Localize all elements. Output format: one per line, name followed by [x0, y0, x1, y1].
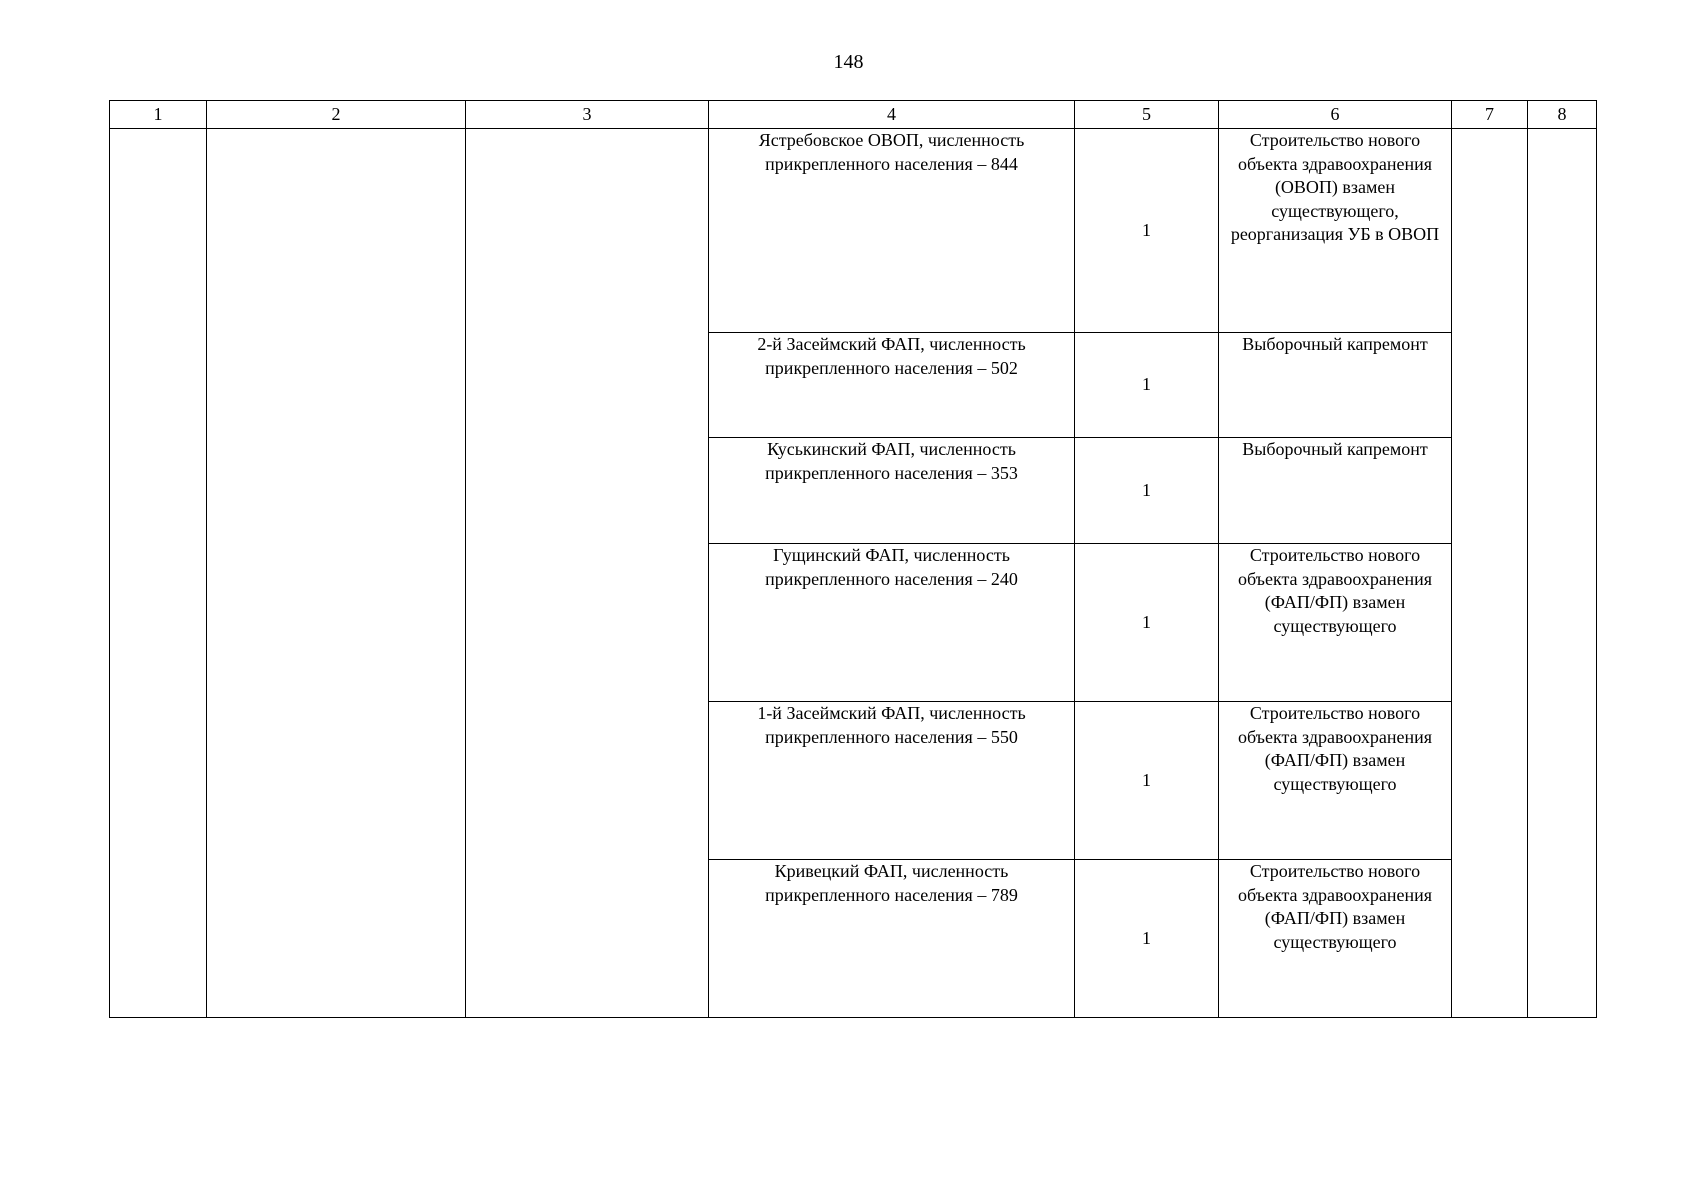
header-cell: 7	[1452, 101, 1528, 129]
header-cell: 4	[709, 101, 1075, 129]
measure-cell: Строительство нового объекта здравоохранения (ФАП/ФП) взамен существующего	[1219, 544, 1452, 702]
header-cell: 1	[110, 101, 207, 129]
merged-empty-cell-col3	[466, 129, 709, 1018]
table-row	[110, 129, 1597, 333]
quantity-cell: 1	[1075, 333, 1219, 438]
facility-cell: Кривецкий ФАП, численность прикрепленного населения – 789	[709, 860, 1075, 1018]
table-header-row	[110, 101, 1597, 129]
header-cell: 2	[207, 101, 466, 129]
measure-cell: Строительство нового объекта здравоохранения (ФАП/ФП) взамен существующего	[1219, 860, 1452, 1018]
measure-cell: Выборочный капремонт	[1219, 438, 1452, 544]
measure-cell: Выборочный капремонт	[1219, 333, 1452, 438]
quantity-cell: 1	[1075, 860, 1219, 1018]
facility-cell: 1-й Засеймский ФАП, численность прикрепленного населения – 550	[709, 702, 1075, 860]
data-table	[109, 100, 1597, 1018]
merged-empty-cell-col1	[110, 129, 207, 1018]
quantity-cell: 1	[1075, 702, 1219, 860]
quantity-cell: 1	[1075, 438, 1219, 544]
merged-empty-cell-col8	[1528, 129, 1597, 1018]
header-cell: 3	[466, 101, 709, 129]
header-cell: 6	[1219, 101, 1452, 129]
merged-empty-cell-col2	[207, 129, 466, 1018]
facility-cell: 2-й Засеймский ФАП, численность прикрепленного населения – 502	[709, 333, 1075, 438]
quantity-cell: 1	[1075, 129, 1219, 333]
quantity-cell: 1	[1075, 544, 1219, 702]
facility-cell: Ястребовское ОВОП, численность прикрепленного населения – 844	[709, 129, 1075, 333]
measure-cell: Строительство нового объекта здравоохранения (ОВОП) взамен существующего, реорганизация УБ в ОВОП	[1219, 129, 1452, 333]
facility-cell: Куськинский ФАП, численность прикрепленного населения – 353	[709, 438, 1075, 544]
facility-cell: Гущинский ФАП, численность прикрепленного населения – 240	[709, 544, 1075, 702]
merged-empty-cell-col7	[1452, 129, 1528, 1018]
header-cell: 8	[1528, 101, 1597, 129]
page-number: 148	[833, 51, 864, 73]
header-cell: 5	[1075, 101, 1219, 129]
measure-cell: Строительство нового объекта здравоохранения (ФАП/ФП) взамен существующего	[1219, 702, 1452, 860]
